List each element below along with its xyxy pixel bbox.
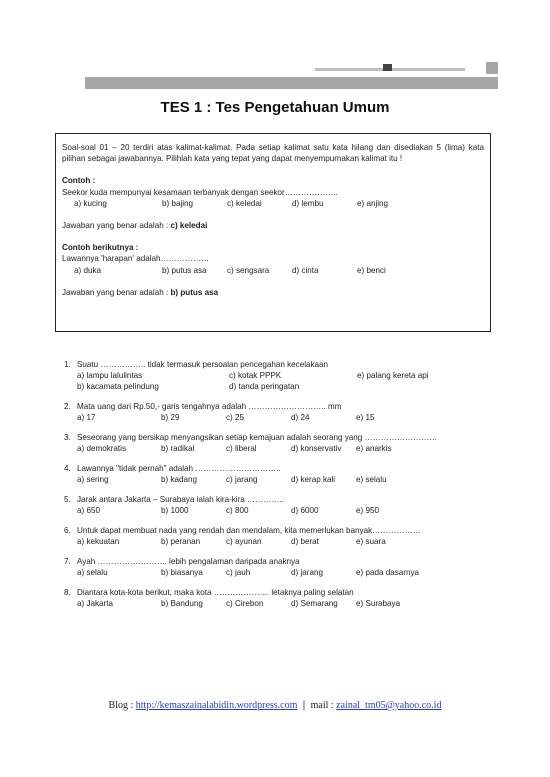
- question-item: [64, 587, 504, 609]
- question-number: 6.: [64, 526, 71, 536]
- option: c) 800: [226, 506, 249, 516]
- example-option: e) anjing: [357, 198, 389, 208]
- option: d) tanda peringatan: [229, 382, 300, 392]
- option: b) radikal: [161, 444, 195, 454]
- option: d) Semarang: [291, 599, 338, 609]
- option: d) kerap kali: [291, 475, 336, 485]
- header-bar: [85, 77, 498, 89]
- question-text: Suatu …………….. tidak termasuk persoalan pencegahan kecelakaan: [77, 360, 329, 369]
- footer-separator: |: [302, 700, 306, 711]
- header-marker: [383, 64, 392, 71]
- option: a) Jakarta: [77, 599, 113, 609]
- footer-mail-link[interactable]: zainal_tm05@yahoo.co.id: [336, 700, 442, 711]
- option: b) 29: [161, 413, 180, 423]
- option: a) 17: [77, 413, 96, 423]
- option: c) Cirebon: [226, 599, 264, 609]
- footer-blog-link[interactable]: http://kemaszainalabidin.wordpress.com: [135, 700, 298, 711]
- option: e) 15: [356, 413, 375, 423]
- question-item: [64, 463, 504, 485]
- question-item: [64, 432, 504, 454]
- question-item: [64, 525, 504, 547]
- example2-option: b) putus asa: [162, 265, 207, 275]
- question-number: 2.: [64, 402, 71, 412]
- option: a) kekuatan: [77, 537, 120, 547]
- option: b) 1000: [161, 506, 189, 516]
- option: d) berat: [291, 537, 319, 547]
- question-text: Diantara kota-kota berikut, maka kota ………………... letaknya paling selatan: [77, 588, 354, 598]
- question-text: Seseorang yang bersikap menyangsikan setiap kemajuan adalah seorang yang ………………………: [77, 433, 438, 443]
- option: c) jarang: [226, 475, 258, 485]
- option: b) peranan: [161, 537, 201, 547]
- option: c) jauh: [226, 568, 251, 578]
- example2-option: c) sengsara: [227, 265, 270, 275]
- option: e) Surabaya: [356, 599, 401, 609]
- option: c) liberal: [226, 444, 257, 454]
- option: e) 950: [356, 506, 379, 516]
- question-item: [64, 401, 504, 423]
- question-number: 7.: [64, 557, 71, 567]
- question-text: Ayah …………………….. lebih pengalaman daripada anaknya: [77, 557, 300, 567]
- option: e) selalu: [356, 475, 387, 485]
- example-option: b) bajing: [162, 198, 194, 208]
- question-item: [64, 556, 504, 578]
- option: d) 6000: [291, 506, 319, 516]
- example-option: d) lembu: [292, 198, 324, 208]
- footer-blog-label: Blog :: [108, 700, 134, 711]
- example-option: a) kucing: [74, 198, 107, 208]
- example2-label: Contoh berikutnya :: [62, 243, 139, 253]
- instruction-intro: Soal-soal 01 – 20 terdiri atas kalimat-kalimat. Pada setiap kalimat satu kata hilang dan disediakan 5 (lima) kata pilihan sebagai jawabannya. Pilihlah kata yang tepat yang dapat menyempurnakan kalimat itu !: [62, 143, 484, 164]
- example2-answer: Jawaban yang benar adalah : b) putus asa: [62, 287, 219, 297]
- question-number: 5.: [64, 495, 71, 505]
- question-item: [64, 494, 504, 516]
- example2-options: [62, 265, 484, 276]
- option: a) demokratis: [77, 444, 127, 454]
- question-text: Jarak antara Jakarta – Surabaya ialah kira-kira …………..: [77, 495, 284, 505]
- example-label: Contoh :: [62, 176, 96, 186]
- example2-option: d) cinta: [292, 265, 319, 275]
- option: e) anarkis: [356, 444, 392, 454]
- question-number: 3.: [64, 433, 71, 443]
- page-title: TES 1 : Tes Pengetahuan Umum: [160, 99, 390, 116]
- option: b) kacamata pelindung: [77, 382, 159, 392]
- question-number: 1.: [64, 360, 71, 369]
- option: a) selalu: [77, 568, 108, 578]
- option: b) biasanya: [161, 568, 203, 578]
- option: c) 25: [226, 413, 244, 423]
- option: a) sering: [77, 475, 109, 485]
- option: b) kadang: [161, 475, 197, 485]
- option: d) jarang: [291, 568, 323, 578]
- option: a) 650: [77, 506, 100, 516]
- example-option: c) keledai: [227, 198, 262, 208]
- question-text: Untuk dapat membuat nada yang rendah dan mendalam, kita memerlukan banyak………………: [77, 526, 421, 536]
- question-number: 8.: [64, 588, 71, 598]
- example2-question: Lawannya 'harapan' adalah………………: [62, 254, 210, 264]
- example2-option: a) duka: [74, 265, 101, 275]
- option: e) suara: [356, 537, 386, 547]
- option: b) Bandung: [161, 599, 203, 609]
- footer-mail-label: mail :: [310, 700, 334, 711]
- option: e) pada dasarnya: [356, 568, 419, 578]
- question-item: [64, 359, 504, 393]
- example-answer: Jawaban yang benar adalah : c) keledai: [62, 221, 208, 230]
- option: e) palang kereta api: [357, 371, 429, 381]
- option: c) kotak PPPK: [229, 371, 282, 381]
- example2-option: e) benci: [357, 265, 386, 275]
- question-list: [64, 359, 504, 618]
- option: c) ayunan: [226, 537, 262, 547]
- example-options: [62, 198, 484, 209]
- example-question: Seekor kuda mempunyai kesamaan terbanyak dengan seekor………………..: [62, 187, 338, 197]
- option: d) 24: [291, 413, 310, 423]
- question-text: Lawannya "tidak pernah" adalah …………………………..: [77, 464, 281, 474]
- page-footer: [0, 700, 550, 711]
- question-number: 4.: [64, 464, 71, 474]
- option: a) lampu lalulintas: [77, 371, 143, 381]
- question-text: Mata uang dari Rp.50,- garis tengahnya adalah ……………………….. mm: [77, 402, 342, 412]
- header-square: [486, 62, 498, 74]
- instruction-box: [55, 133, 491, 332]
- option: d) konservativ: [291, 444, 342, 454]
